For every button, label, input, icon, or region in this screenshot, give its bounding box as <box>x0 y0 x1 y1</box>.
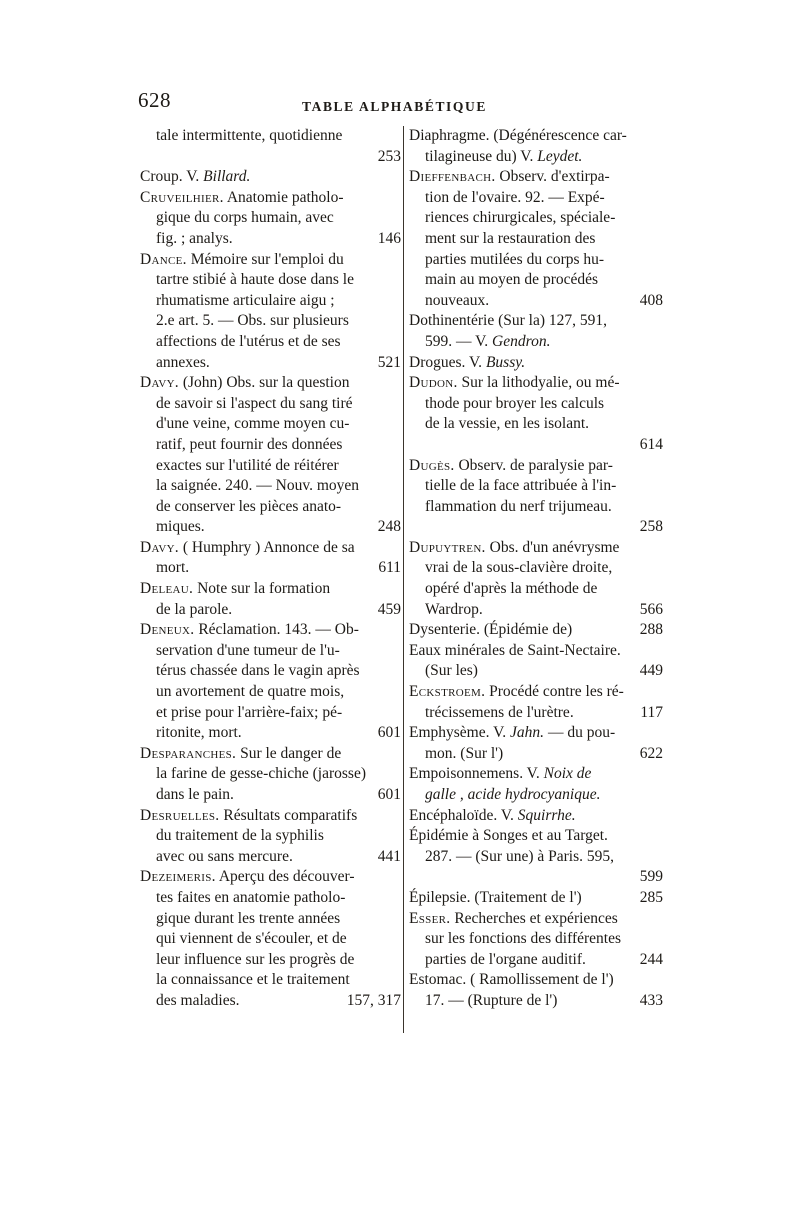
entry-text: (Sur les) <box>425 662 478 680</box>
entry-text: Encéphaloïde. V. <box>409 806 518 824</box>
entry-text: Note sur la formation <box>193 580 331 598</box>
entry-text: fig. ; analys. <box>156 229 233 247</box>
index-line <box>409 353 663 374</box>
entry-heading: Dupuytren. <box>409 538 486 556</box>
entry-heading: Desruelles. <box>140 806 220 824</box>
page-reference: 248 <box>377 518 401 536</box>
entry-reference: Squirrhe. <box>517 806 576 824</box>
entry-text: tielle de la face attribuée à l'in- <box>425 477 617 495</box>
index-line <box>409 188 663 209</box>
index-line <box>140 785 401 806</box>
index-line <box>140 970 401 991</box>
entry-text: annexes. <box>156 353 210 371</box>
index-line <box>140 888 401 909</box>
entry-text: leur influence sur les progrès de <box>156 950 355 968</box>
entry-text: un avortement de quatre mois, <box>156 683 345 701</box>
index-line <box>409 517 663 538</box>
entry-heading: Cruveilhier. <box>140 188 224 206</box>
entry-reference: Noix de <box>543 765 592 783</box>
entry-text: Dysenterie. (Épidémie de) <box>409 621 573 639</box>
index-line <box>409 888 663 909</box>
index-line <box>409 394 663 415</box>
index-line <box>140 167 401 188</box>
index-line <box>409 991 663 1012</box>
entry-text: Épidémie à Songes et au Target. <box>409 827 608 845</box>
index-line <box>409 558 663 579</box>
page-reference: 459 <box>377 600 401 618</box>
page-reference: 566 <box>639 600 663 618</box>
entry-text: 287. — (Sur une) à Paris. 595, <box>425 847 614 865</box>
page-reference: 288 <box>639 621 663 639</box>
index-line <box>140 208 401 229</box>
index-line <box>140 476 401 497</box>
entry-text: Réclamation. 143. — Ob- <box>194 621 359 639</box>
index-line <box>409 785 663 806</box>
entry-text: qui viennent de s'écouler, et de <box>156 930 347 948</box>
index-line <box>140 558 401 579</box>
index-line <box>140 703 401 724</box>
entry-text: Procédé contre les ré- <box>485 683 624 701</box>
index-line <box>140 538 401 559</box>
index-line <box>409 826 663 847</box>
index-line <box>409 167 663 188</box>
entry-text: la saignée. 240. — Nouv. moyen <box>156 477 360 495</box>
index-line <box>140 826 401 847</box>
entry-reference: Bussy. <box>485 353 526 371</box>
entry-text: tale intermittente, quotidienne <box>156 127 343 144</box>
entry-text: affections de l'utérus et de ses <box>156 332 341 350</box>
index-line <box>409 600 663 621</box>
entry-heading: Esser. <box>409 909 451 927</box>
entry-text: térus chassée dans le vagin après <box>156 662 360 680</box>
index-line <box>409 682 663 703</box>
entry-text: 17. — (Rupture de l') <box>425 991 558 1009</box>
page-reference: 614 <box>639 435 663 453</box>
entry-text: Sur le danger de <box>236 744 342 762</box>
index-line <box>140 661 401 682</box>
entry-text: des maladies. <box>156 991 240 1009</box>
page-reference: 285 <box>639 888 663 906</box>
index-line <box>409 373 663 394</box>
entry-heading: Dugès. <box>409 456 455 474</box>
entry-heading: Davy. <box>140 374 179 392</box>
index-line <box>409 538 663 559</box>
index-line <box>409 147 663 168</box>
page-reference: 449 <box>639 662 663 680</box>
index-line <box>409 332 663 353</box>
page-number: 628 <box>138 88 171 112</box>
entry-text: mort. <box>156 559 190 577</box>
right-column <box>409 126 663 1012</box>
index-line <box>140 764 401 785</box>
entry-text: servation d'une tumeur de l'u- <box>156 641 340 659</box>
entry-text: de savoir si l'aspect du sang tiré <box>156 394 353 412</box>
index-line <box>409 250 663 271</box>
index-line <box>409 806 663 827</box>
entry-text: exactes sur l'utilité de réitérer <box>156 456 339 474</box>
entry-text: ( Humphry ) Annonce de sa <box>178 538 355 556</box>
index-line <box>140 291 401 312</box>
entry-text: ratif, peut fournir des données <box>156 435 343 453</box>
index-line <box>140 909 401 930</box>
entry-heading: Dezeimeris. <box>140 868 216 886</box>
index-line <box>140 579 401 600</box>
page-reference: 157, 317 <box>346 991 401 1009</box>
entry-text: Aperçu des découver- <box>215 868 355 886</box>
page-reference: 599 <box>639 868 663 886</box>
entry-text: du traitement de la syphilis <box>156 827 324 845</box>
entry-text: Estomac. ( Ramollissement de l') <box>409 971 614 989</box>
entry-reference: galle , acide hydrocyanique. <box>425 786 601 803</box>
index-line <box>140 991 401 1012</box>
entry-text: de la parole. <box>156 600 233 618</box>
entry-text: ritonite, mort. <box>156 724 242 742</box>
index-line <box>140 229 401 250</box>
entry-text: main au moyen de procédés <box>425 271 599 289</box>
index-line <box>409 476 663 497</box>
index-line <box>140 394 401 415</box>
entry-text: flammation du nerf trijumeau. <box>425 497 612 515</box>
index-line <box>409 291 663 312</box>
entry-text: et prise pour l'arrière-faix; pé- <box>156 703 343 721</box>
index-line <box>140 723 401 744</box>
entry-text: Résultats comparatifs <box>219 806 358 824</box>
index-line <box>409 847 663 868</box>
index-line <box>409 744 663 765</box>
page-reference: 244 <box>639 950 663 968</box>
entry-heading: Deneux. <box>140 621 195 639</box>
entry-text: de conserver les pièces anato- <box>156 497 342 515</box>
entry-text: tartre stibié à haute dose dans le <box>156 271 354 289</box>
index-line <box>140 456 401 477</box>
entry-text: Observ. d'extirpa- <box>495 168 610 186</box>
entry-text: thode pour broyer les calculs <box>425 394 605 412</box>
index-line <box>409 579 663 600</box>
entry-heading: Dudon. <box>409 374 458 392</box>
entry-text: miques. <box>156 518 205 536</box>
entry-text: trécissemens de l'urètre. <box>425 703 574 721</box>
index-line <box>409 950 663 971</box>
index-line <box>140 744 401 765</box>
index-line <box>409 414 663 435</box>
entry-reference: Billard. <box>203 168 251 186</box>
index-line <box>409 497 663 518</box>
index-line <box>140 250 401 271</box>
index-line <box>140 517 401 538</box>
entry-text: Drogues. V. <box>409 353 486 371</box>
entry-text: tes faites en anatomie patholo- <box>156 888 346 906</box>
entry-reference: Jahn. <box>510 724 545 742</box>
entry-text: Croup. V. <box>140 168 204 186</box>
index-line <box>140 950 401 971</box>
entry-text: de la vessie, en les isolant. <box>425 415 589 433</box>
entry-text: Wardrop. <box>425 600 483 618</box>
entry-text: la connaissance et le traitement <box>156 971 350 989</box>
page-reference: 146 <box>377 229 401 247</box>
index-line <box>140 435 401 456</box>
index-line <box>409 229 663 250</box>
entry-text: Obs. d'un anévrysme <box>485 538 620 556</box>
entry-text: Dothinentérie (Sur la) 127, 591, <box>409 312 608 330</box>
entry-text: gique du corps humain, avec <box>156 209 334 227</box>
entry-text: d'une veine, comme moyen cu- <box>156 415 350 433</box>
entry-text: Empoisonnemens. V. <box>409 765 544 783</box>
entry-text: opéré d'après la méthode de <box>425 580 598 598</box>
entry-reference: Leydet. <box>537 147 583 165</box>
index-line <box>409 208 663 229</box>
entry-text: riences chirurgicales, spéciale- <box>425 209 616 227</box>
index-line <box>409 661 663 682</box>
index-line <box>140 414 401 435</box>
left-column <box>140 126 401 1012</box>
column-divider <box>403 126 404 1033</box>
page-reference: 521 <box>377 353 401 371</box>
entry-heading: Desparanches. <box>140 744 237 762</box>
page-reference: 117 <box>640 703 663 721</box>
index-line <box>409 456 663 477</box>
index-line <box>409 723 663 744</box>
page-reference: 253 <box>377 147 401 165</box>
page-reference: 601 <box>377 786 401 803</box>
page-reference: 433 <box>639 991 663 1009</box>
entry-text: parties de l'organe auditif. <box>425 950 586 968</box>
entry-text: — du pou- <box>544 724 616 742</box>
index-line <box>409 867 663 888</box>
entry-text: Anatomie patholo- <box>223 188 344 206</box>
entry-text: Mémoire sur l'emploi du <box>186 250 344 268</box>
entry-text: Épilepsie. (Traitement de l') <box>409 888 582 906</box>
entry-text: dans le pain. <box>156 786 234 803</box>
index-line <box>409 703 663 724</box>
index-line <box>140 682 401 703</box>
index-line <box>140 126 401 147</box>
entry-text: tion de l'ovaire. 92. — Expé- <box>425 188 605 206</box>
page-reference: 441 <box>377 847 401 865</box>
index-line <box>409 311 663 332</box>
entry-reference: Gendron. <box>492 332 551 350</box>
entry-text: sur les fonctions des différentes <box>425 930 621 948</box>
index-line <box>140 188 401 209</box>
page-reference: 258 <box>639 518 663 536</box>
index-line <box>409 435 663 456</box>
entry-text: Observ. de paralysie par- <box>454 456 613 474</box>
entry-text: vrai de la sous-clavière droite, <box>425 559 613 577</box>
index-line <box>409 126 663 147</box>
entry-text: ment sur la restauration des <box>425 229 596 247</box>
entry-text: Eaux minérales de Saint-Nectaire. <box>409 641 621 659</box>
index-line <box>140 806 401 827</box>
index-line <box>140 641 401 662</box>
index-line <box>140 620 401 641</box>
entry-text: mon. (Sur l') <box>425 744 504 762</box>
entry-heading: Deleau. <box>140 580 194 598</box>
index-line <box>409 909 663 930</box>
index-line <box>409 270 663 291</box>
page-reference: 622 <box>639 744 663 762</box>
index-line <box>140 270 401 291</box>
index-line <box>140 311 401 332</box>
entry-text: la farine de gesse-chiche (jarosse) <box>156 765 366 783</box>
entry-heading: Eckstroem. <box>409 683 486 701</box>
index-line <box>140 497 401 518</box>
entry-heading: Dieffenbach. <box>409 168 496 186</box>
index-line <box>140 600 401 621</box>
index-line <box>409 764 663 785</box>
running-head: TABLE ALPHABÉTIQUE <box>302 99 487 114</box>
entry-text: 599. — V. <box>425 332 493 350</box>
entry-text: (John) Obs. sur la question <box>178 374 350 392</box>
index-line <box>409 641 663 662</box>
index-line <box>140 353 401 374</box>
index-line <box>140 373 401 394</box>
entry-text: gique durant les trente années <box>156 909 341 927</box>
entry-text: Diaphragme. (Dégénérescence car- <box>409 127 627 144</box>
entry-text: rhumatisme articulaire aigu ; <box>156 291 335 309</box>
index-line <box>409 929 663 950</box>
page-reference: 408 <box>639 291 663 309</box>
index-line <box>140 332 401 353</box>
entry-heading: Davy. <box>140 538 179 556</box>
index-line <box>140 147 401 168</box>
entry-text: Recherches et expériences <box>450 909 618 927</box>
index-line <box>140 867 401 888</box>
entry-text: tilagineuse du) V. <box>425 147 538 165</box>
entry-heading: Dance. <box>140 250 187 268</box>
entry-text: parties mutilées du corps hu- <box>425 250 605 268</box>
page-reference: 601 <box>377 724 401 742</box>
index-line <box>409 620 663 641</box>
entry-text: Emphysème. V. <box>409 724 511 742</box>
index-line <box>140 847 401 868</box>
entry-text: nouveaux. <box>425 291 490 309</box>
entry-text: 2.e art. 5. — Obs. sur plusieurs <box>156 312 349 330</box>
entry-text: Sur la lithodyalie, ou mé- <box>457 374 620 392</box>
index-line <box>409 970 663 991</box>
index-line <box>140 929 401 950</box>
entry-text: avec ou sans mercure. <box>156 847 293 865</box>
page-reference: 611 <box>378 559 401 577</box>
